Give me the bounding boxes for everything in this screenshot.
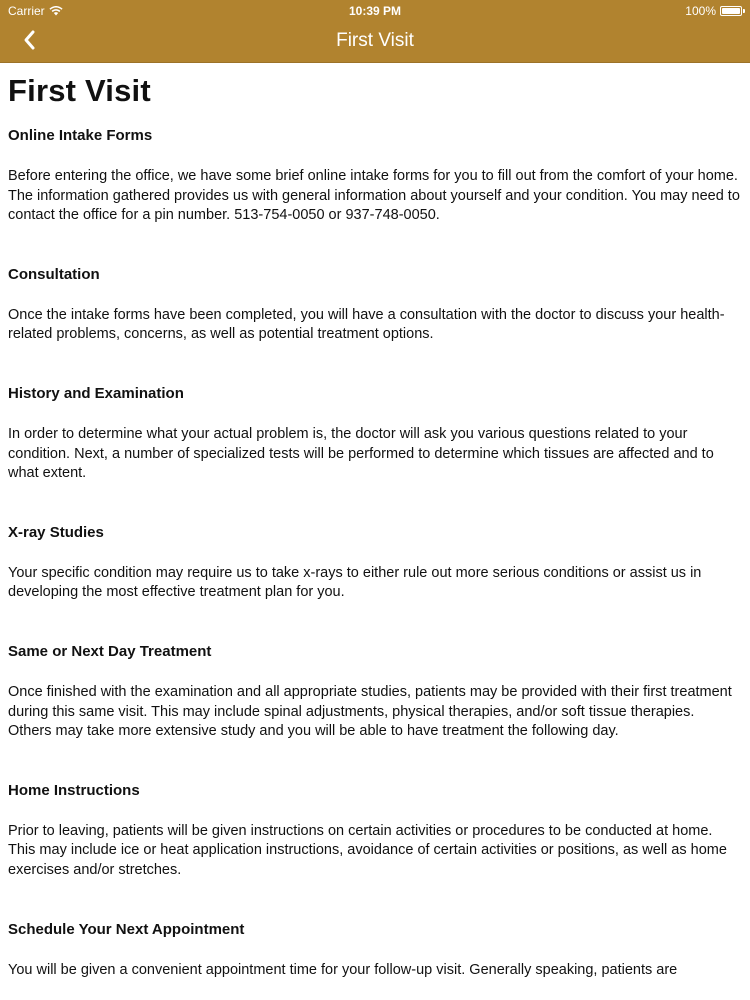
section-body: Prior to leaving, patients will be given instructions on certain activities or procedures to be conducted at home. This may include ice or heat application instructions, avoidance of certain activities or positions, as well as home exercises and/or stretches. [8, 822, 727, 878]
navigation-bar [0, 22, 750, 63]
battery-tip [743, 9, 745, 13]
page-title: First Visit [8, 73, 151, 108]
section-body: Your specific condition may require us to take x-rays to either rule out more serious conditions or assist us in developing the most effective treatment plan for you. [8, 564, 702, 601]
status-time: 10:39 PM [348, 4, 402, 18]
battery-percent: 100% [685, 4, 716, 18]
battery-fill [722, 8, 740, 14]
section-x-ray-studies [8, 523, 740, 603]
section-same-or-next-day-treatment [8, 642, 740, 742]
section-heading: X-ray Studies [8, 523, 104, 541]
section-heading: History and Examination [8, 384, 184, 402]
section-history-and-examination [8, 384, 740, 484]
section-heading: Home Instructions [8, 781, 140, 799]
section-home-instructions [8, 781, 740, 881]
section-heading: Consultation [8, 265, 100, 283]
section-body: In order to determine what your actual problem is, the doctor will ask you various questions related to your condition. Next, a number of specialized tests will be performed to determine which tissues are affected and to what extent. [8, 425, 714, 482]
status-right [685, 4, 742, 18]
battery-icon [720, 6, 742, 16]
status-bar [0, 0, 750, 22]
section-heading: Same or Next Day Treatment [8, 642, 212, 660]
section-body: Once the intake forms have been completed, you will have a consultation with the doctor to discuss your health-related problems, concerns, as well as potential treatment options. [8, 306, 725, 343]
section-consultation [8, 265, 740, 345]
nav-title: First Visit [336, 30, 414, 51]
section-schedule-next-appointment [8, 920, 740, 981]
section-body: Once finished with the examination and all appropriate studies, patients may be provided with their first treatment during this same visit. This may include spinal adjustments, physical therapies, and/or soft tissue therapies. Others may take more extensive study and you will be able to have treatment the following day. [8, 683, 732, 740]
section-heading: Online Intake Forms [8, 127, 153, 144]
section-body: Before entering the office, we have some brief online intake forms for you to fill out from the comfort of your home. The information gathered provides us with general information about yourself and your condition. You may need to contact the office for a pin number. 513-754-0050 or 937-748-0050. [8, 168, 740, 224]
section-body: You will be given a convenient appointment time for your follow-up visit. Generally speaking, patients are [8, 961, 678, 978]
section-online-intake-forms [8, 126, 740, 226]
page-content [8, 63, 740, 980]
carrier-label: Carrier [8, 4, 45, 18]
section-heading: Schedule Your Next Appointment [8, 920, 245, 938]
